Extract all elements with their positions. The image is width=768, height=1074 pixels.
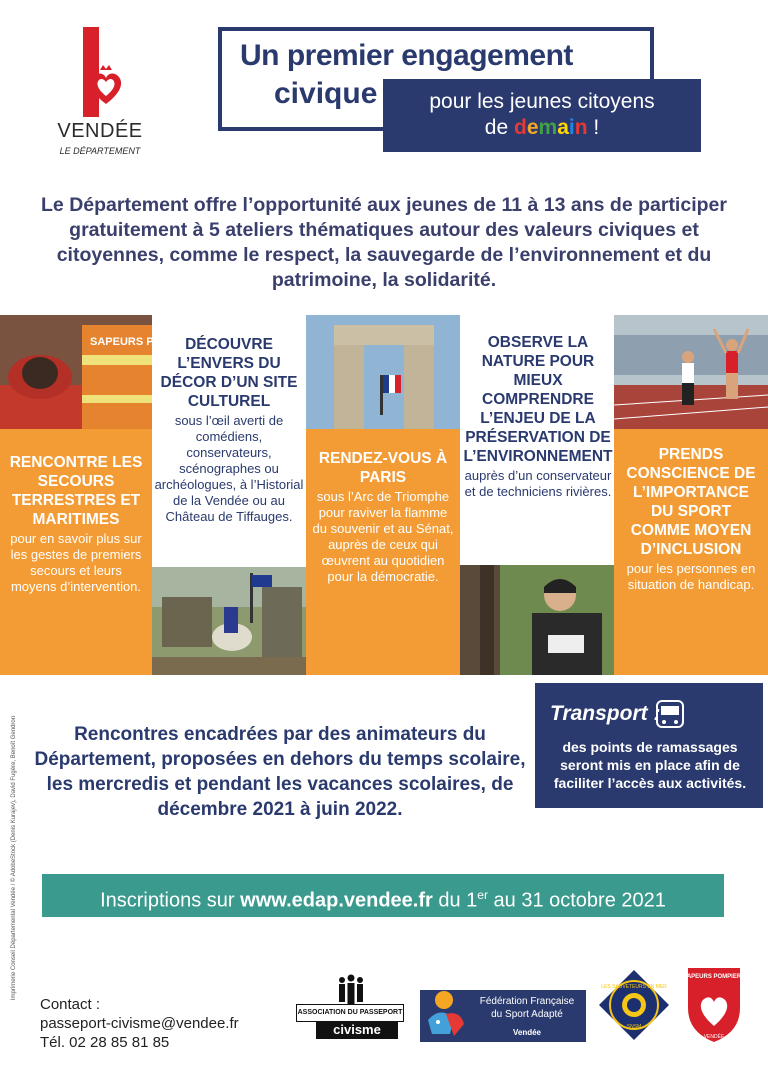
- vendee-logo: [50, 22, 150, 162]
- transport-text: des points de ramassages seront mis en place afin de faciliter l’accès aux activités.: [553, 739, 747, 791]
- atelier-2-text: [154, 335, 304, 525]
- inscriptions-banner: [42, 874, 724, 917]
- vendee-name: VENDÉE: [57, 120, 143, 142]
- demain-letter: d: [513, 116, 527, 139]
- title-subtitle-line-1: pour les jeunes citoyens: [429, 90, 655, 113]
- bus-icon: [656, 700, 684, 728]
- pompiers-sub-label: VENDÉE: [703, 1034, 725, 1040]
- contact-label: Contact :: [40, 996, 101, 1013]
- demain-word: [514, 116, 588, 139]
- photo-arc-de-triomphe: [306, 315, 460, 429]
- rencontres-paragraph: Rencontres encadrées par des animateurs du Département, proposées en dehors du temps scolaire, les mercredis et pendant les vacances scolaires, de décembre 2021 à juin 2022.: [34, 724, 526, 820]
- atelier-4-body: auprès d’un conservateur et de techniciens rivières.: [464, 468, 612, 499]
- ffsa-name: [470, 995, 584, 1021]
- atelier-3-heading: RENDEZ-VOUS À PARIS: [318, 450, 448, 486]
- photo-nature: [460, 565, 614, 675]
- vendee-subtitle: LE DÉPARTEMENT: [59, 146, 141, 156]
- atelier-1-heading: RENCONTRE LES SECOURS TERRESTRES ET MARITIMES: [9, 454, 143, 528]
- photo-sport: [614, 315, 768, 429]
- atelier-5-body: pour les personnes en situation de handicap.: [626, 561, 756, 592]
- pompier-vest-label: SAPEURS POMPIERS: [90, 336, 205, 348]
- asso-line-2: civisme: [316, 1021, 398, 1039]
- demain-letter: i: [568, 116, 575, 139]
- ffsa-logo: [420, 990, 586, 1042]
- photo-historial: [152, 567, 306, 675]
- inscriptions-prefix: Inscriptions sur: [100, 889, 241, 912]
- demain-letter: a: [557, 116, 569, 139]
- atelier-3-text: [312, 449, 454, 585]
- photo-secours: [0, 315, 205, 429]
- inscriptions-sup: er: [477, 888, 488, 902]
- atelier-2-body: sous l’œil averti de comédiens, conservateurs, scénographes ou archéologues, à l’Historial de la Vendée ou au Château de Tiffauges.: [154, 413, 304, 524]
- atelier-1-text: [6, 453, 146, 595]
- intro-paragraph: Le Département offre l’opportunité aux jeunes de 11 à 13 ans de participer gratuitement à 5 ateliers thématiques autour des valeurs civiques et citoyennes, comme le respect, la sauvegarde de l’environnement et du patrimoine, la solidarité.: [41, 194, 727, 291]
- vendee-heart-icon: [86, 64, 126, 108]
- title-subtitle-line-2: [383, 115, 701, 141]
- inscriptions-url-link[interactable]: www.edap.vendee.fr: [240, 889, 433, 912]
- demain-letter: n: [574, 116, 588, 139]
- atelier-4-heading: OBSERVE LA NATURE POUR MIEUX COMPRENDRE L’ENJEU DE LA PRÉSERVATION DE L’ENVIRONNEMENT: [463, 334, 613, 465]
- people-icon: [336, 974, 366, 1004]
- inscriptions-suffix: au 31 octobre 2021: [487, 889, 666, 912]
- snsm-sub-label: SNSM: [626, 1024, 642, 1030]
- demain-letter: m: [538, 116, 558, 139]
- inscriptions-middle: du 1: [432, 889, 478, 912]
- title-line-2: civique: [274, 77, 378, 110]
- title-line-1: Un premier engagement: [240, 39, 573, 72]
- atelier-4-text: [462, 333, 614, 500]
- activities-band: [0, 315, 768, 675]
- contact-block: [40, 995, 239, 1052]
- snsm-logo: [597, 968, 671, 1042]
- credits-text: Imprimerie Conseil Départemental Vendée / © AdobeStock (Denis Kurajev), David Fugère, Benoît Gendron: [11, 715, 17, 1001]
- atelier-5-text: [620, 445, 762, 593]
- demain-letter: e: [526, 116, 539, 139]
- snsm-label: LES SAUVETEURS EN MER: [601, 984, 667, 990]
- atelier-5-heading: PRENDS CONSCIENCE DE L’IMPORTANCE DU SPORT COMME MOYEN D’INCLUSION: [626, 446, 756, 558]
- passeport-civisme-logo: [296, 970, 404, 1040]
- transport-title: Transport :: [546, 700, 664, 728]
- ffsa-sub: Vendée: [512, 1028, 541, 1037]
- asso-line-1: ASSOCIATION DU PASSEPORT: [296, 1004, 404, 1022]
- atelier-3-body: sous l’Arc de Triomphe pour raviver la flamme du souvenir et au Sénat, auprès de ceux qui œuvrent au quotidien pour la démocratie.: [312, 489, 454, 584]
- title-subtitle-suffix: !: [587, 116, 600, 139]
- ffsa-line-2: du Sport Adapté: [491, 1009, 563, 1020]
- pompiers-label: SAPEURS POMPIERS: [682, 974, 746, 980]
- atelier-2-heading: DÉCOUVRE L’ENVERS DU DÉCOR D’UN SITE CULTUREL: [160, 336, 298, 410]
- contact-phone: Tél. 02 28 85 81 85: [40, 1034, 170, 1051]
- title-subtitle-prefix: de: [484, 116, 514, 139]
- atelier-1-body: pour en savoir plus sur les gestes de premiers secours et leurs moyens d’intervention.: [10, 531, 142, 594]
- ffsa-mark-icon: [420, 984, 470, 1042]
- contact-email-link[interactable]: passeport-civisme@vendee.fr: [40, 1015, 239, 1032]
- title-subtitle: [383, 79, 701, 152]
- ffsa-line-1: Fédération Française: [479, 996, 575, 1007]
- photo-credits: [4, 705, 17, 1025]
- pompiers-vendee-logo: [684, 964, 744, 1044]
